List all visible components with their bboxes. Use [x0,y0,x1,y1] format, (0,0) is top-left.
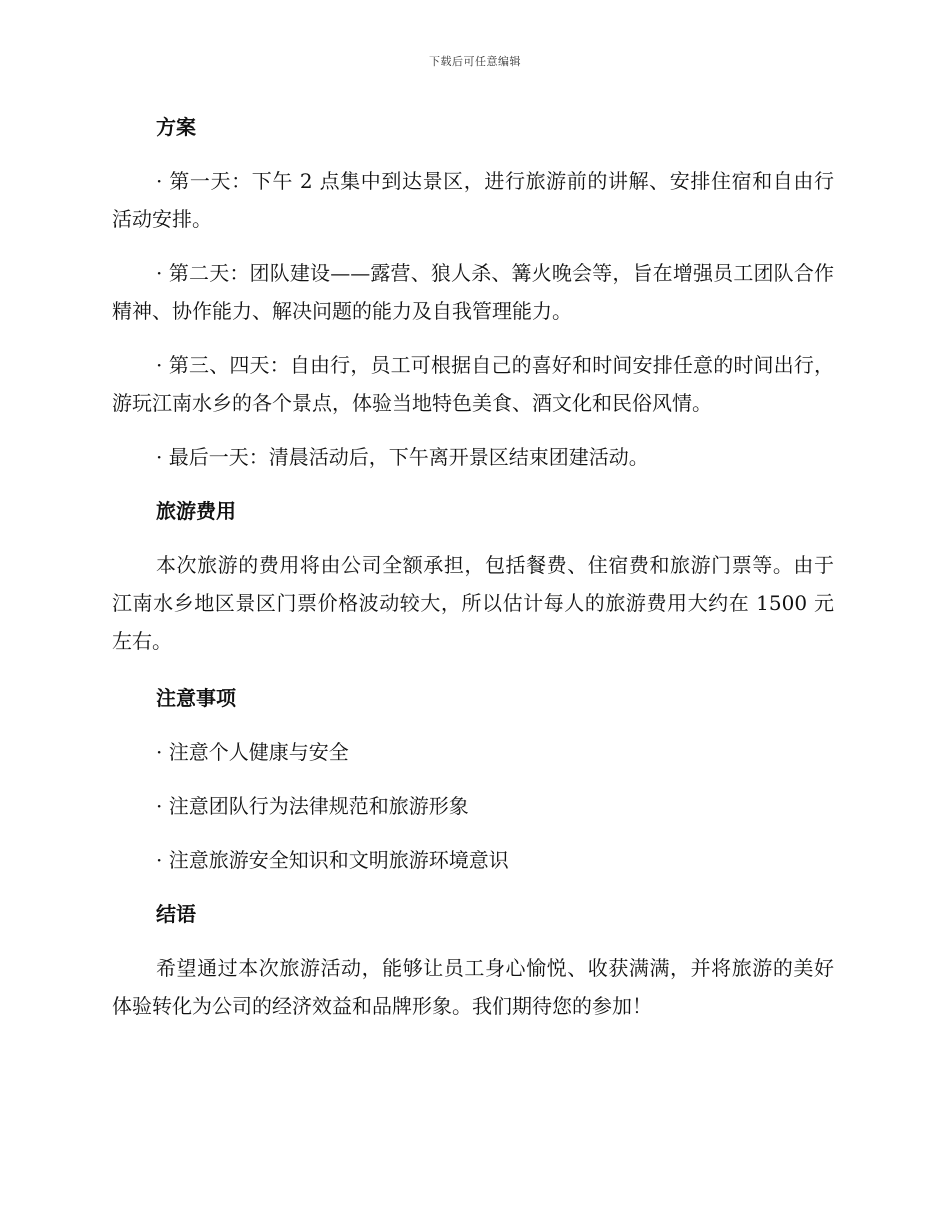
plan-section [112,108,834,476]
cost-section [112,492,834,660]
plan-item-day1: · 第一天：下午 2 点集中到达景区，进行旅游前的讲解、安排住宿和自由行活动安排。 [112,169,834,231]
page-header-note: 下载后可任意编辑 [429,55,521,68]
plan-heading: 方案 [156,115,196,139]
document-body [112,108,834,1025]
notes-item-health: · 注意个人健康与安全 [156,740,349,764]
plan-item-last-day: · 最后一天：清晨活动后，下午离开景区结束团建活动。 [156,445,649,469]
closing-heading: 结语 [156,902,196,926]
notes-item-safety: · 注意旅游安全知识和文明旅游环境意识 [156,848,509,872]
plan-item-day2: · 第二天：团队建设——露营、狼人杀、篝火晚会等，旨在增强员工团队合作精神、协作能力、解决问题的能力及自我管理能力。 [112,261,834,323]
cost-paragraph: 本次旅游的费用将由公司全额承担，包括餐费、住宿费和旅游门票等。由于江南水乡地区景区门票价格波动较大，所以估计每人的旅游费用大约在 1500 元左右。 [112,553,834,653]
closing-paragraph: 希望通过本次旅游活动，能够让员工身心愉悦、收获满满，并将旅游的美好体验转化为公司的经济效益和品牌形象。我们期待您的参加！ [112,956,834,1018]
closing-section [112,895,834,1025]
cost-heading: 旅游费用 [156,499,236,523]
notes-heading: 注意事项 [156,686,236,710]
notes-section [112,679,834,879]
plan-item-day3-4: · 第三、四天：自由行，员工可根据自己的喜好和时间安排任意的时间出行，游玩江南水乡的各个景点，体验当地特色美食、酒文化和民俗风情。 [112,353,834,415]
notes-item-conduct: · 注意团队行为法律规范和旅游形象 [156,794,469,818]
